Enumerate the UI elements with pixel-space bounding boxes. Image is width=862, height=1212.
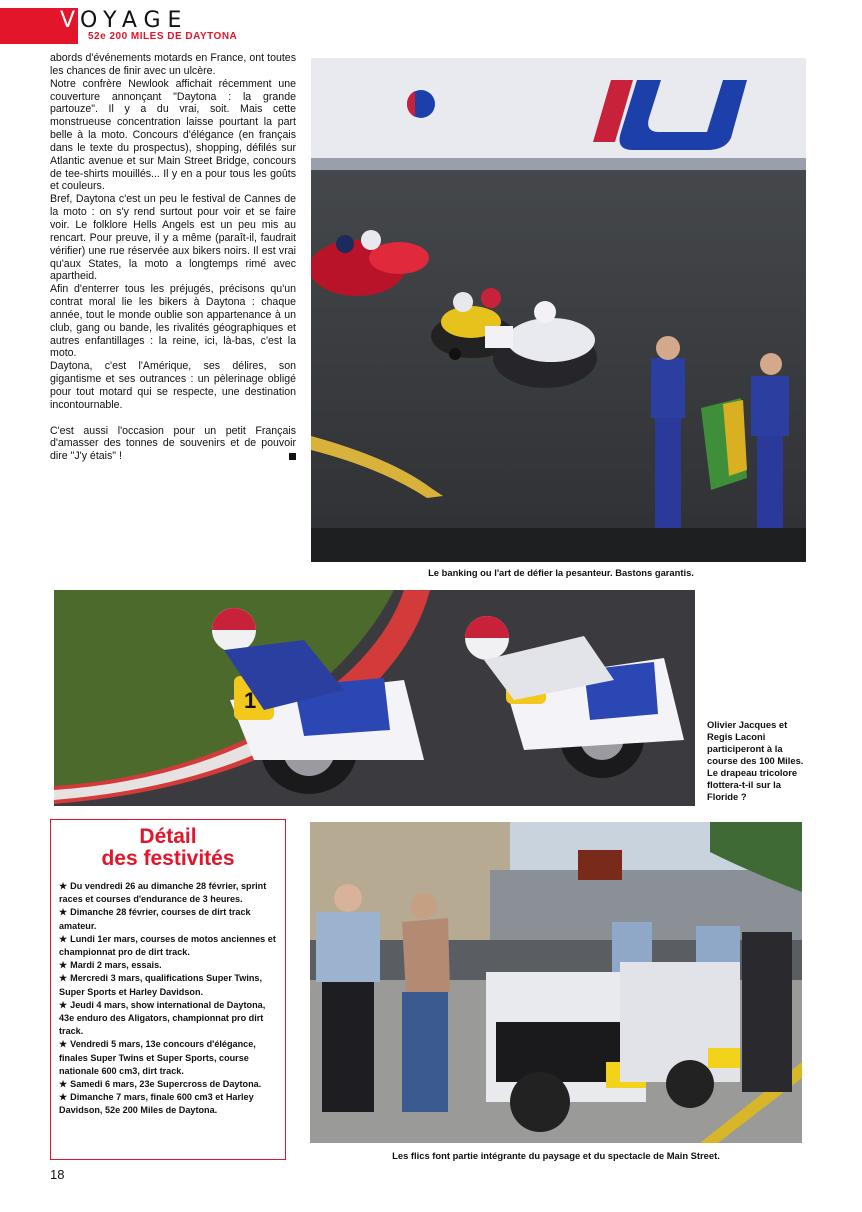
section-title: OYAGE bbox=[80, 8, 189, 33]
star-icon: ★ bbox=[59, 999, 68, 1010]
list-item: ★ Dimanche 28 février, courses de dirt track amateur. bbox=[59, 907, 251, 931]
star-icon: ★ bbox=[59, 933, 68, 944]
paragraph: Daytona, c'est l'Amérique, ses délires, son gigantisme et ses outrances : un pèlerinage obligé pour tout motard qui se respecte, une destination incontournable. bbox=[50, 360, 296, 411]
riders-photo-image bbox=[54, 590, 695, 806]
festivities-title-line1: Détail bbox=[139, 825, 197, 848]
star-icon: ★ bbox=[59, 1092, 68, 1103]
banking-photo bbox=[311, 58, 806, 562]
star-icon: ★ bbox=[59, 960, 68, 971]
star-icon: ★ bbox=[59, 973, 68, 984]
banking-caption: Le banking ou l'art de défier la pesanteur. Bastons garantis. bbox=[428, 567, 694, 578]
paragraph: Afin d'enterrer tous les préjugés, précisons qu'un contrat moral lie les bikers à Daytona : chaque année, tout le monde oublie son appartenance à un club, gang ou bande, les rivalités géographiques et autres enfantillages : la reine, ici, là-bas, c'est la moto. bbox=[50, 283, 296, 360]
paragraph: abords d'événements motards en France, ont toutes les chances de finir avec un ulcère. bbox=[50, 52, 296, 77]
banking-photo-image bbox=[311, 58, 806, 562]
riders-caption: Olivier Jacques et Regis Laconi participeront à la course des 100 Miles. Le drapeau tricolore flottera-t-il sur la Floride ? bbox=[707, 719, 804, 802]
paragraph: Bref, Daytona c'est un peu le festival de Cannes de la moto : on s'y rend surtout pour voir et se faire voir. Le folklore Hells Angels est un peu mis au rencart. Pour preuve, il y a même (paraît-il, faudrait vérifier) une rue réservée aux bikers noirs. Il est vrai qu'aux States, la moto a longtemps rimé avec apartheid. bbox=[50, 193, 296, 283]
closing-text: C'est aussi l'occasion pour un petit Français d'amasser des tonnes de souvenirs et de pouvoir dire "J'y étais" ! bbox=[50, 424, 296, 463]
star-icon: ★ bbox=[59, 1079, 68, 1090]
festivities-list bbox=[59, 880, 277, 1118]
star-icon: ★ bbox=[59, 881, 68, 891]
festivities-title-line2: des festivités bbox=[101, 847, 235, 870]
page-number: 18 bbox=[50, 1167, 65, 1182]
list-item: ★ Du vendredi 26 au dimanche 28 février, sprint races et courses d'endurance de 3 heures. bbox=[59, 881, 267, 905]
paragraph: Notre confrère Newlook affichait récemment une couverture annonçant "Daytona : la grande partouze". Il y a du vrai, soit. Mais cette monstrueuse concentration laisse pourtant la part belle à la moto. Concours d'élégance (en français dans le texte du prospectus), shopping, défilés sur Atlantic avenue et sur Main Street Bridge, concours de tee-shirts mouillés... Il y en a pour tous les goûts et couleurs. bbox=[50, 77, 296, 193]
list-item: ★ Jeudi 4 mars, show international de Daytona, 43e enduro des Aligators, championnat pro dirt track. bbox=[59, 999, 266, 1037]
riders-photo bbox=[54, 590, 695, 806]
cops-caption: Les flics font partie intégrante du paysage et du spectacle de Main Street. bbox=[392, 1150, 720, 1161]
cops-photo bbox=[310, 822, 802, 1143]
end-mark-icon bbox=[289, 453, 296, 460]
svg-text:1: 1 bbox=[244, 688, 257, 713]
festivities-box bbox=[50, 819, 286, 1160]
list-item: ★ Vendredi 5 mars, 13e concours d'élégance, finales Super Twins et Super Sports, course nationale 600 cm3, dirt track. bbox=[59, 1039, 256, 1076]
festivities-title bbox=[59, 826, 277, 870]
cops-photo-image bbox=[310, 822, 802, 1143]
star-icon: ★ bbox=[59, 907, 68, 918]
list-item: ★ Mercredi 3 mars, qualifications Super Twins, Super Sports et Harley Davidson. bbox=[59, 973, 263, 997]
section-initial: V bbox=[60, 8, 78, 33]
list-item: ★ Lundi 1er mars, courses de motos anciennes et championnat pro de dirt track. bbox=[59, 933, 276, 958]
section-subtitle: 52e 200 MILES DE DAYTONA bbox=[88, 31, 238, 42]
article-body bbox=[50, 52, 296, 463]
list-item: ★ Samedi 6 mars, 23e Supercross de Daytona. bbox=[59, 1079, 262, 1090]
closing-paragraph bbox=[50, 425, 296, 464]
list-item: ★ Dimanche 7 mars, finale 600 cm3 et Harley Davidson, 52e 200 Miles de Daytona. bbox=[59, 1092, 254, 1116]
star-icon: ★ bbox=[59, 1039, 68, 1050]
list-item: ★ Mardi 2 mars, essais. bbox=[59, 960, 162, 971]
